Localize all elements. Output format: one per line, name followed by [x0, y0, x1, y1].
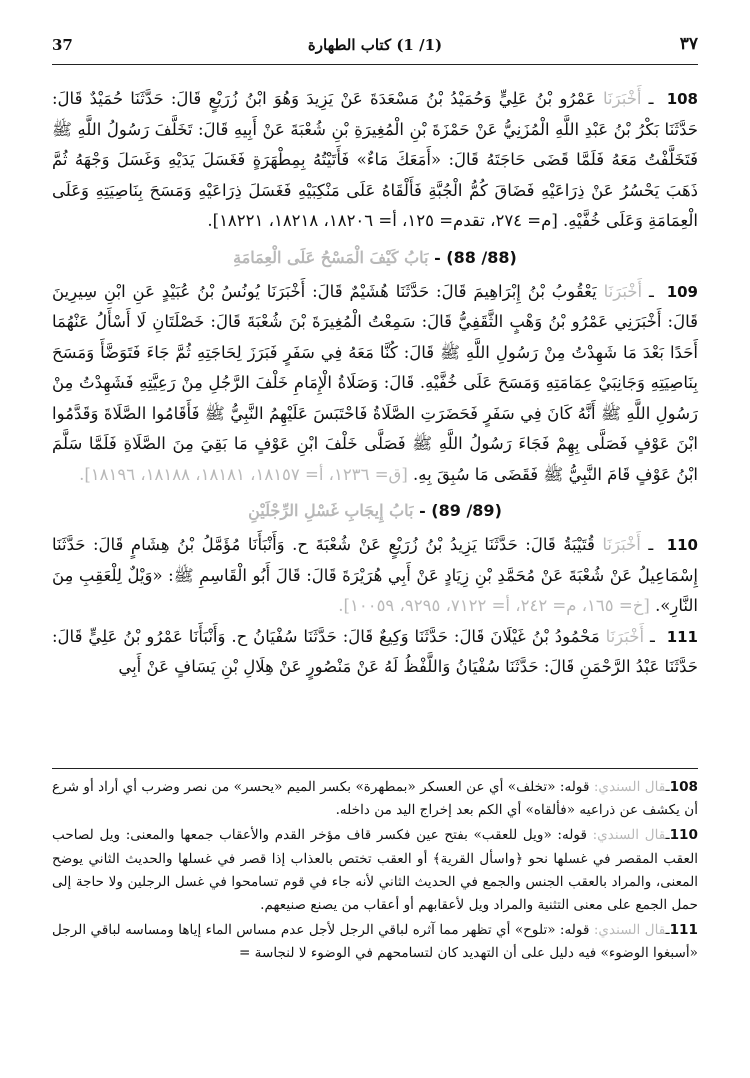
- hadith-references: [م= ٢٧٤، تقدم= ١٢٥، أ= ١٨٢٠٦، ١٨٢١٨، ١٨٢٢١].: [207, 211, 558, 230]
- footnote-number: 111: [669, 922, 698, 939]
- hadith-lead-word: أَخْبَرَنَا: [603, 281, 643, 301]
- hadith-109: 109 ـ أَخْبَرَنَا يَعْقُوبُ بْنُ إِبْرَاهِيمَ قَالَ: حَدَّثَنَا هُشَيْمٌ قَالَ: أَخْبَرَنَا يُونُسُ بْنُ عُبَيْدٍ عَنِ ابْنِ سِيرِينَ قَالَ: أَخْبَرَنِي عَمْرُو بْنُ وَهْبٍ الثَّقَفِيُّ قَالَ: سَمِعْتُ الْمُغِيرَةَ بْنَ شُعْبَةَ قَالَ: خَصْلَتَانِ لَا أَسْأَلُ عَنْهُمَا أَحَدًا بَعْدَ مَا شَهِدْتُ مِنْ رَسُولِ اللَّهِ ﷺ قَالَ: كُنَّا مَعَهُ فِي سَفَرٍ فَبَرَزَ لِحَاجَتِهِ ثُمَّ جَاءَ فَتَوَضَّأَ وَمَسَحَ بِنَاصِيَتِهِ وَجَانِبَيْ عِمَامَتِهِ وَمَسَحَ عَلَى خُفَّيْهِ. قَالَ: وَصَلَاةُ الْإِمَامِ خَلْفَ الرَّجُلِ مِنْ رَعِيَّتِهِ فَشَهِدْتُ مِنْ رَسُولِ اللَّهِ ﷺ أَنَّهُ كَانَ فِي سَفَرٍ فَحَضَرَتِ الصَّلَاةُ فَاحْتَبَسَ عَلَيْهِمُ النَّبِيُّ ﷺ فَأَقَامُوا الصَّلَاةَ وَقَدَّمُوا ابْنَ عَوْفٍ فَصَلَّى بِهِمْ فَجَاءَ رَسُولُ اللَّهِ ﷺ فَصَلَّى خَلْفَ ابْنِ عَوْفٍ مَا بَقِيَ مِنَ الصَّلَاةِ فَلَمَّا سَلَّمَ ابْنُ عَوْفٍ قَامَ النَّبِيُّ ﷺ فَقَضَى مَا سُبِقَ بِهِ. [ق= ١٢٣٦، أ= ١٨١٥٧، ١٨١٨١، ١٨١٨٨، ١٨١٩٦].: [52, 281, 698, 484]
- footnote-speaker: قال السندي:: [592, 827, 666, 844]
- hadith-111: 111 ـ أَخْبَرَنَا مَحْمُودُ بْنُ غَيْلَانَ قَالَ: حَدَّثَنَا وَكِيعٌ قَالَ: حَدَّثَنَا سُفْيَانُ ح. وَأَنْبَأَنَا عَمْرُو بْنُ عَلِيٍّ قَالَ: حَدَّثَنَا عَبْدُ الرَّحْمَنِ قَالَ: حَدَّثَنَا سُفْيَانُ وَاللَّفْظُ لَهُ عَنْ مَنْصُورٍ عَنْ هِلَالِ بْنِ يَسَافٍ عَنْ أَبِي: [52, 626, 698, 676]
- chapter-number: (89/ 89): [431, 501, 502, 520]
- hadith-number: 111: [666, 627, 698, 646]
- footnote-108: [52, 776, 698, 822]
- hadith-text: مَحْمُودُ بْنُ غَيْلَانَ قَالَ: حَدَّثَنَا وَكِيعٌ قَالَ: حَدَّثَنَا سُفْيَانُ ح. وَأَنْبَأَنَا عَمْرُو بْنُ عَلِيٍّ قَالَ: حَدَّثَنَا عَبْدُ الرَّحْمَنِ قَالَ: حَدَّثَنَا سُفْيَانُ وَاللَّفْظُ لَهُ عَنْ مَنْصُورٍ عَنْ هِلَالِ بْنِ يَسَافٍ عَنْ أَبِي: [52, 626, 698, 676]
- running-title: (1/ 1) كتاب الطهارة: [307, 36, 443, 54]
- footnote-number: 108: [669, 779, 698, 795]
- hadith-text: قُتَيْبَةُ قَالَ: حَدَّثَنَا يَزِيدُ بْنُ زُرَيْعٍ عَنْ شُعْبَةَ ح. وَأَنْبَأَنَا مُؤَمَّلُ بْنُ هِشَامٍ قَالَ: حَدَّثَنَا إِسْمَاعِيلُ عَنْ شُعْبَةَ عَنْ مُحَمَّدِ بْنِ زِيَادٍ عَنْ أَبِي هُرَيْرَةَ قَالَ: قَالَ أَبُو الْقَاسِمِ ﷺ: «وَيْلٌ لِلْعَقِبِ مِنَ النَّارِ».: [52, 535, 698, 615]
- hadith-108: 108 ـ أَخْبَرَنَا عَمْرُو بْنُ عَلِيٍّ وَحُمَيْدُ بْنُ مَسْعَدَةَ عَنْ يَزِيدَ وَهُوَ ابْنُ زُرَيْعٍ قَالَ: حَدَّثَنَا حُمَيْدٌ قَالَ: حَدَّثَنَا بَكْرُ بْنُ عَبْدِ اللَّهِ الْمُزَنِيُّ عَنْ حَمْزَةَ بْنِ الْمُغِيرَةِ بْنِ شُعْبَةَ عَنْ أَبِيهِ قَالَ: تَخَلَّفَ رَسُولُ اللَّهِ ﷺ فَتَخَلَّفْتُ مَعَهُ فَلَمَّا قَضَى حَاجَتَهُ قَالَ: «أَمَعَكَ مَاءٌ» فَأَتَيْتُهُ بِمِطْهَرَةٍ فَغَسَلَ يَدَيْهِ وَغَسَلَ وَجْهَهُ ثُمَّ ذَهَبَ يَحْسُرُ عَنْ ذِرَاعَيْهِ فَضَاقَ كُمُّ الْجُبَّةِ فَأَلْقَاهُ عَلَى مَنْكِبَيْهِ فَغَسَلَ ذِرَاعَيْهِ وَمَسَحَ بِنَاصِيَتِهِ وَعَلَى الْعِمَامَةِ وَعَلَى خُفَّيْهِ. [م= ٢٧٤، تقدم= ١٢٥، أ= ١٨٢٠٦، ١٨٢١٨، ١٨٢٢١].: [52, 89, 698, 230]
- footnote-110: [52, 824, 698, 917]
- hadith-references: [خ= ١٦٥، م= ٢٤٢، أ= ٧١٢٢، ٩٢٩٥، ١٠٠٥٩].: [338, 596, 650, 615]
- hadith-lead-word: أَخْبَرَنَا: [603, 89, 642, 108]
- hadith-lead-word: أَخْبَرَنَا: [605, 626, 645, 646]
- page-number-arabic: ٣٧: [679, 34, 698, 54]
- footnote-divider: [52, 768, 698, 769]
- chapter-dash: -: [434, 247, 441, 267]
- hadith-number: 110: [666, 536, 698, 554]
- hadith-number: 108: [666, 90, 698, 108]
- hadith-number: 109: [666, 282, 698, 301]
- footnote-dash: ـ: [665, 922, 670, 939]
- chapter-dash: -: [419, 501, 426, 520]
- header-divider: [52, 64, 698, 65]
- footnote-dash: ـ: [665, 827, 670, 844]
- chapter-title: بَابُ إِيجَابِ غَسْلِ الرِّجْلَيْنِ: [248, 501, 414, 520]
- chapter-heading: [52, 496, 698, 526]
- main-text: [52, 84, 698, 683]
- footnote-111: [52, 919, 698, 965]
- chapter-title: بَابُ كَيْفَ الْمَسْحُ عَلَى الْعِمَامَةِ: [233, 247, 429, 267]
- footnotes: [52, 776, 698, 968]
- hadith-text: عَمْرُو بْنُ عَلِيٍّ وَحُمَيْدُ بْنُ مَسْعَدَةَ عَنْ يَزِيدَ وَهُوَ ابْنُ زُرَيْعٍ قَالَ: حَدَّثَنَا حُمَيْدٌ قَالَ: حَدَّثَنَا بَكْرُ بْنُ عَبْدِ اللَّهِ الْمُزَنِيُّ عَنْ حَمْزَةَ بْنِ الْمُغِيرَةِ بْنِ شُعْبَةَ عَنْ أَبِيهِ قَالَ: تَخَلَّفَ رَسُولُ اللَّهِ ﷺ فَتَخَلَّفْتُ مَعَهُ فَلَمَّا قَضَى حَاجَتَهُ قَالَ: «أَمَعَكَ مَاءٌ» فَأَتَيْتُهُ بِمِطْهَرَةٍ فَغَسَلَ يَدَيْهِ وَغَسَلَ وَجْهَهُ ثُمَّ ذَهَبَ يَحْسُرُ عَنْ ذِرَاعَيْهِ فَضَاقَ كُمُّ الْجُبَّةِ فَأَلْقَاهُ عَلَى مَنْكِبَيْهِ فَغَسَلَ ذِرَاعَيْهِ وَمَسَحَ بِنَاصِيَتِهِ وَعَلَى الْعِمَامَةِ وَعَلَى خُفَّيْهِ.: [52, 89, 698, 230]
- chapter-number: (88/ 88): [446, 247, 517, 267]
- hadith-references: [ق= ١٢٣٦، أ= ١٨١٥٧، ١٨١٨١، ١٨١٨٨، ١٨١٩٦].: [79, 464, 408, 484]
- footnote-text: قوله: «ويل للعقب» بفتح عين فكسر قاف مؤخر القدم والأعقاب جمعها والمعنى: ويل لصاحب العقب المقصر في غسلها نحو ﴿واسأل القرية﴾ أو العقب تختص بالعذاب إذا قصر في غسلها والحديث الثاني يوضح المعنى، والمراد بالعقب الجنس والجمع في الحديث الثاني لأنه جاء في قوم تسامحوا في غسل الرجلين ولا حاجة إلى حمل الجمع على معنى التثنية والمراد ويل لأعقابهم أو أعقاب من يصنع صنيعهم.: [52, 827, 698, 914]
- footnote-text: قوله: «تلوح» أي تظهر مما آثره لباقي الرجل لأجل عدم مساس الماء إياها ومساسه لباقي الرجل «أسبغوا الوضوء» فيه دليل على أن التهديد كان لتسامحهم في الوضوء لا لنجاسة =: [52, 922, 698, 962]
- hadith-110: 110 ـ أَخْبَرَنَا قُتَيْبَةُ قَالَ: حَدَّثَنَا يَزِيدُ بْنُ زُرَيْعٍ عَنْ شُعْبَةَ ح. وَأَنْبَأَنَا مُؤَمَّلُ بْنُ هِشَامٍ قَالَ: حَدَّثَنَا إِسْمَاعِيلُ عَنْ شُعْبَةَ عَنْ مُحَمَّدِ بْنِ زِيَادٍ عَنْ أَبِي هُرَيْرَةَ قَالَ: قَالَ أَبُو الْقَاسِمِ ﷺ: «وَيْلٌ لِلْعَقِبِ مِنَ النَّارِ». [خ= ١٦٥، م= ٢٤٢، أ= ٧١٢٢، ٩٢٩٥، ١٠٠٥٩].: [52, 535, 698, 615]
- page-number-latin: 37: [52, 36, 73, 54]
- footnote-number: 110: [669, 827, 698, 844]
- page-header: [52, 32, 698, 62]
- footnote-text: قوله: «تخلف» أي عن العسكر «بمطهرة» بكسر الميم «يحسر» من نصر وضرب أي أراد أو شرع أن يكشف عن ذراعيه «فألقاه» أي الكم بعد إخراج اليد من داخله.: [52, 779, 698, 819]
- hadith-lead-word: أَخْبَرَنَا: [602, 535, 641, 554]
- footnote-dash: ـ: [665, 779, 670, 795]
- footnote-speaker: قال السندي:: [593, 922, 666, 939]
- hadith-text: يَعْقُوبُ بْنُ إِبْرَاهِيمَ قَالَ: حَدَّثَنَا هُشَيْمٌ قَالَ: أَخْبَرَنَا يُونُسُ بْنُ عُبَيْدٍ عَنِ ابْنِ سِيرِينَ قَالَ: أَخْبَرَنِي عَمْرُو بْنُ وَهْبٍ الثَّقَفِيُّ قَالَ: سَمِعْتُ الْمُغِيرَةَ بْنَ شُعْبَةَ قَالَ: خَصْلَتَانِ لَا أَسْأَلُ عَنْهُمَا أَحَدًا بَعْدَ مَا شَهِدْتُ مِنْ رَسُولِ اللَّهِ ﷺ قَالَ: كُنَّا مَعَهُ فِي سَفَرٍ فَبَرَزَ لِحَاجَتِهِ ثُمَّ جَاءَ فَتَوَضَّأَ وَمَسَحَ بِنَاصِيَتِهِ وَجَانِبَيْ عِمَامَتِهِ وَمَسَحَ عَلَى خُفَّيْهِ. قَالَ: وَصَلَاةُ الْإِمَامِ خَلْفَ الرَّجُلِ مِنْ رَعِيَّتِهِ فَشَهِدْتُ مِنْ رَسُولِ اللَّهِ ﷺ أَنَّهُ كَانَ فِي سَفَرٍ فَحَضَرَتِ الصَّلَاةُ فَاحْتَبَسَ عَلَيْهِمُ النَّبِيُّ ﷺ فَأَقَامُوا الصَّلَاةَ وَقَدَّمُوا ابْنَ عَوْفٍ فَصَلَّى بِهِمْ فَجَاءَ رَسُولُ اللَّهِ ﷺ فَصَلَّى خَلْفَ ابْنِ عَوْفٍ مَا بَقِيَ مِنَ الصَّلَاةِ فَلَمَّا سَلَّمَ ابْنُ عَوْفٍ قَامَ النَّبِيُّ ﷺ فَقَضَى مَا سُبِقَ بِهِ.: [52, 281, 698, 484]
- footnote-speaker: قال السندي:: [593, 779, 666, 795]
- chapter-heading: [52, 243, 698, 273]
